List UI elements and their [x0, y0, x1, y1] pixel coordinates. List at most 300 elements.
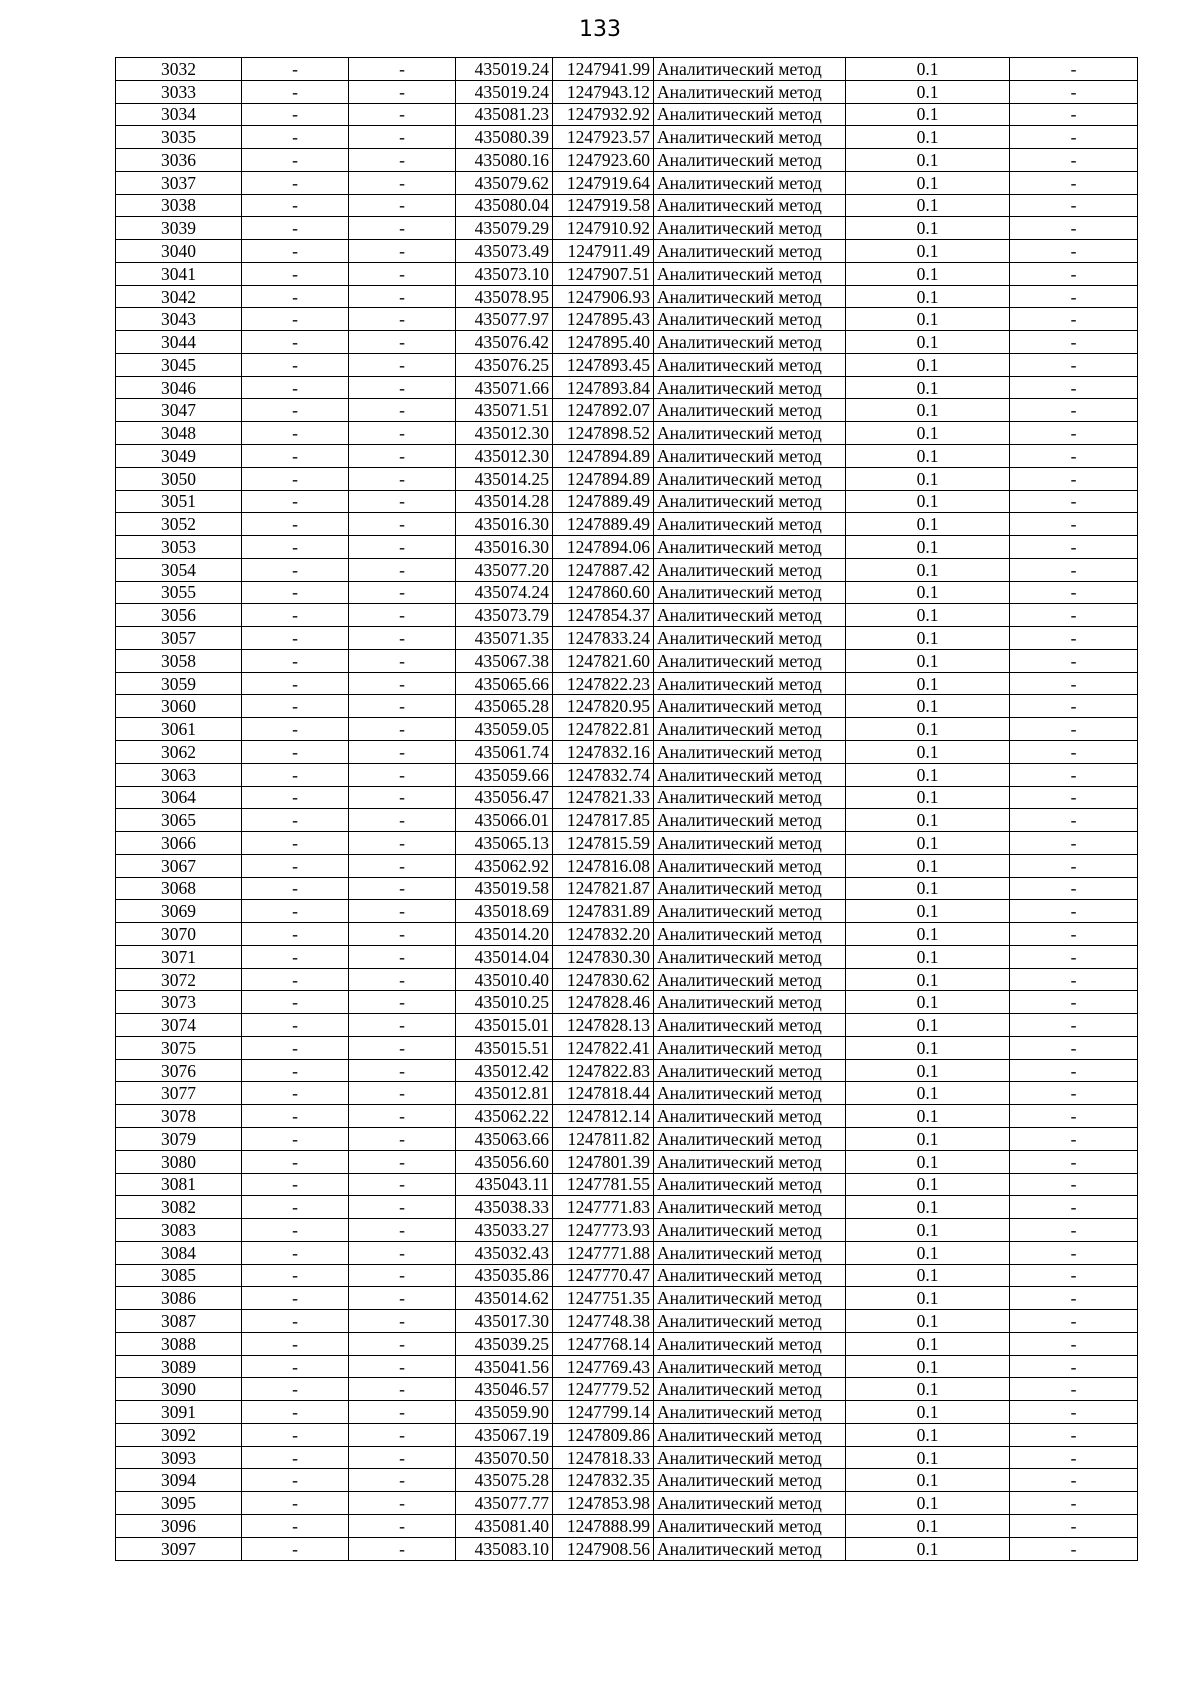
x-coordinate-cell: 435065.66 — [456, 672, 553, 695]
empty-cell-b: - — [349, 1219, 456, 1242]
point-number-cell: 3077 — [116, 1082, 242, 1105]
method-cell: Аналитический метод — [654, 763, 846, 786]
point-number-cell: 3064 — [116, 786, 242, 809]
extra-cell: - — [1010, 1127, 1138, 1150]
y-coordinate-cell: 1247821.33 — [553, 786, 654, 809]
method-cell: Аналитический метод — [654, 945, 846, 968]
page-number: 133 — [579, 17, 621, 42]
x-coordinate-cell: 435014.04 — [456, 945, 553, 968]
method-cell: Аналитический метод — [654, 240, 846, 263]
empty-cell-a: - — [242, 1310, 349, 1333]
extra-cell: - — [1010, 80, 1138, 103]
table-row — [116, 240, 1138, 263]
accuracy-cell: 0.1 — [846, 740, 1010, 763]
extra-cell: - — [1010, 695, 1138, 718]
y-coordinate-cell: 1247768.14 — [553, 1332, 654, 1355]
extra-cell: - — [1010, 1310, 1138, 1333]
accuracy-cell: 0.1 — [846, 399, 1010, 422]
y-coordinate-cell: 1247771.83 — [553, 1196, 654, 1219]
empty-cell-b: - — [349, 649, 456, 672]
extra-cell: - — [1010, 854, 1138, 877]
accuracy-cell: 0.1 — [846, 103, 1010, 126]
y-coordinate-cell: 1247801.39 — [553, 1150, 654, 1173]
table-row — [116, 1310, 1138, 1333]
method-cell: Аналитический метод — [654, 1036, 846, 1059]
y-coordinate-cell: 1247811.82 — [553, 1127, 654, 1150]
method-cell: Аналитический метод — [654, 1241, 846, 1264]
extra-cell: - — [1010, 1241, 1138, 1264]
point-number-cell: 3045 — [116, 353, 242, 376]
extra-cell: - — [1010, 331, 1138, 354]
table-row — [116, 103, 1138, 126]
extra-cell: - — [1010, 217, 1138, 240]
point-number-cell: 3070 — [116, 923, 242, 946]
table-row — [116, 331, 1138, 354]
empty-cell-a: - — [242, 1036, 349, 1059]
accuracy-cell: 0.1 — [846, 1492, 1010, 1515]
accuracy-cell: 0.1 — [846, 1196, 1010, 1219]
x-coordinate-cell: 435077.20 — [456, 558, 553, 581]
extra-cell: - — [1010, 536, 1138, 559]
method-cell: Аналитический метод — [654, 809, 846, 832]
accuracy-cell: 0.1 — [846, 1105, 1010, 1128]
empty-cell-b: - — [349, 1150, 456, 1173]
table-row — [116, 1127, 1138, 1150]
empty-cell-a: - — [242, 1264, 349, 1287]
table-row — [116, 422, 1138, 445]
accuracy-cell: 0.1 — [846, 80, 1010, 103]
accuracy-cell: 0.1 — [846, 763, 1010, 786]
x-coordinate-cell: 435066.01 — [456, 809, 553, 832]
accuracy-cell: 0.1 — [846, 900, 1010, 923]
x-coordinate-cell: 435014.62 — [456, 1287, 553, 1310]
empty-cell-a: - — [242, 672, 349, 695]
empty-cell-b: - — [349, 763, 456, 786]
table-row — [116, 718, 1138, 741]
table-row — [116, 1469, 1138, 1492]
point-number-cell: 3059 — [116, 672, 242, 695]
extra-cell: - — [1010, 445, 1138, 468]
table-row — [116, 763, 1138, 786]
point-number-cell: 3069 — [116, 900, 242, 923]
point-number-cell: 3044 — [116, 331, 242, 354]
accuracy-cell: 0.1 — [846, 171, 1010, 194]
empty-cell-b: - — [349, 1059, 456, 1082]
table-row — [116, 945, 1138, 968]
point-number-cell: 3096 — [116, 1515, 242, 1538]
empty-cell-b: - — [349, 1469, 456, 1492]
method-cell: Аналитический метод — [654, 194, 846, 217]
extra-cell: - — [1010, 672, 1138, 695]
extra-cell: - — [1010, 1173, 1138, 1196]
point-number-cell: 3057 — [116, 627, 242, 650]
empty-cell-b: - — [349, 376, 456, 399]
table-row — [116, 1173, 1138, 1196]
empty-cell-a: - — [242, 991, 349, 1014]
empty-cell-b: - — [349, 149, 456, 172]
extra-cell: - — [1010, 558, 1138, 581]
y-coordinate-cell: 1247809.86 — [553, 1423, 654, 1446]
empty-cell-a: - — [242, 604, 349, 627]
empty-cell-a: - — [242, 217, 349, 240]
extra-cell: - — [1010, 740, 1138, 763]
method-cell: Аналитический метод — [654, 1537, 846, 1560]
extra-cell: - — [1010, 627, 1138, 650]
accuracy-cell: 0.1 — [846, 1469, 1010, 1492]
method-cell: Аналитический метод — [654, 649, 846, 672]
empty-cell-b: - — [349, 285, 456, 308]
x-coordinate-cell: 435065.13 — [456, 832, 553, 855]
table-row — [116, 171, 1138, 194]
table-row — [116, 399, 1138, 422]
accuracy-cell: 0.1 — [846, 1401, 1010, 1424]
empty-cell-a: - — [242, 171, 349, 194]
empty-cell-a: - — [242, 1014, 349, 1037]
x-coordinate-cell: 435043.11 — [456, 1173, 553, 1196]
y-coordinate-cell: 1247830.62 — [553, 968, 654, 991]
accuracy-cell: 0.1 — [846, 945, 1010, 968]
accuracy-cell: 0.1 — [846, 331, 1010, 354]
empty-cell-b: - — [349, 1036, 456, 1059]
accuracy-cell: 0.1 — [846, 513, 1010, 536]
extra-cell: - — [1010, 991, 1138, 1014]
point-number-cell: 3034 — [116, 103, 242, 126]
accuracy-cell: 0.1 — [846, 1264, 1010, 1287]
accuracy-cell: 0.1 — [846, 1127, 1010, 1150]
table-row — [116, 627, 1138, 650]
y-coordinate-cell: 1247893.84 — [553, 376, 654, 399]
table-row — [116, 649, 1138, 672]
extra-cell: - — [1010, 1264, 1138, 1287]
x-coordinate-cell: 435015.01 — [456, 1014, 553, 1037]
method-cell: Аналитический метод — [654, 1082, 846, 1105]
x-coordinate-cell: 435079.29 — [456, 217, 553, 240]
extra-cell: - — [1010, 490, 1138, 513]
point-number-cell: 3061 — [116, 718, 242, 741]
x-coordinate-cell: 435071.35 — [456, 627, 553, 650]
y-coordinate-cell: 1247773.93 — [553, 1219, 654, 1242]
empty-cell-b: - — [349, 308, 456, 331]
accuracy-cell: 0.1 — [846, 308, 1010, 331]
point-number-cell: 3066 — [116, 832, 242, 855]
point-number-cell: 3058 — [116, 649, 242, 672]
empty-cell-b: - — [349, 1241, 456, 1264]
table-row — [116, 1241, 1138, 1264]
table-row — [116, 832, 1138, 855]
empty-cell-a: - — [242, 490, 349, 513]
accuracy-cell: 0.1 — [846, 285, 1010, 308]
empty-cell-a: - — [242, 763, 349, 786]
point-number-cell: 3052 — [116, 513, 242, 536]
empty-cell-b: - — [349, 422, 456, 445]
point-number-cell: 3074 — [116, 1014, 242, 1037]
point-number-cell: 3081 — [116, 1173, 242, 1196]
method-cell: Аналитический метод — [654, 467, 846, 490]
empty-cell-b: - — [349, 1401, 456, 1424]
point-number-cell: 3033 — [116, 80, 242, 103]
x-coordinate-cell: 435062.92 — [456, 854, 553, 877]
table-row — [116, 1059, 1138, 1082]
method-cell: Аналитический метод — [654, 1196, 846, 1219]
x-coordinate-cell: 435071.51 — [456, 399, 553, 422]
y-coordinate-cell: 1247822.83 — [553, 1059, 654, 1082]
extra-cell: - — [1010, 1287, 1138, 1310]
y-coordinate-cell: 1247770.47 — [553, 1264, 654, 1287]
method-cell: Аналитический метод — [654, 1332, 846, 1355]
accuracy-cell: 0.1 — [846, 58, 1010, 81]
method-cell: Аналитический метод — [654, 217, 846, 240]
x-coordinate-cell: 435035.86 — [456, 1264, 553, 1287]
point-number-cell: 3035 — [116, 126, 242, 149]
accuracy-cell: 0.1 — [846, 353, 1010, 376]
extra-cell: - — [1010, 1332, 1138, 1355]
table-row — [116, 1150, 1138, 1173]
y-coordinate-cell: 1247889.49 — [553, 513, 654, 536]
empty-cell-b: - — [349, 1264, 456, 1287]
empty-cell-b: - — [349, 194, 456, 217]
y-coordinate-cell: 1247892.07 — [553, 399, 654, 422]
y-coordinate-cell: 1247908.56 — [553, 1537, 654, 1560]
table-row — [116, 1423, 1138, 1446]
extra-cell: - — [1010, 1355, 1138, 1378]
empty-cell-b: - — [349, 1492, 456, 1515]
extra-cell: - — [1010, 900, 1138, 923]
x-coordinate-cell: 435016.30 — [456, 513, 553, 536]
empty-cell-a: - — [242, 80, 349, 103]
accuracy-cell: 0.1 — [846, 490, 1010, 513]
point-number-cell: 3046 — [116, 376, 242, 399]
empty-cell-b: - — [349, 900, 456, 923]
y-coordinate-cell: 1247910.92 — [553, 217, 654, 240]
empty-cell-b: - — [349, 262, 456, 285]
empty-cell-a: - — [242, 331, 349, 354]
method-cell: Аналитический метод — [654, 1355, 846, 1378]
y-coordinate-cell: 1247828.13 — [553, 1014, 654, 1037]
table-row — [116, 877, 1138, 900]
table-row — [116, 1537, 1138, 1560]
empty-cell-a: - — [242, 422, 349, 445]
extra-cell: - — [1010, 1150, 1138, 1173]
empty-cell-a: - — [242, 900, 349, 923]
empty-cell-a: - — [242, 1401, 349, 1424]
accuracy-cell: 0.1 — [846, 376, 1010, 399]
accuracy-cell: 0.1 — [846, 1537, 1010, 1560]
accuracy-cell: 0.1 — [846, 968, 1010, 991]
accuracy-cell: 0.1 — [846, 1287, 1010, 1310]
x-coordinate-cell: 435083.10 — [456, 1537, 553, 1560]
accuracy-cell: 0.1 — [846, 1515, 1010, 1538]
x-coordinate-cell: 435076.25 — [456, 353, 553, 376]
empty-cell-b: - — [349, 991, 456, 1014]
empty-cell-a: - — [242, 467, 349, 490]
table-row — [116, 740, 1138, 763]
accuracy-cell: 0.1 — [846, 217, 1010, 240]
empty-cell-a: - — [242, 58, 349, 81]
y-coordinate-cell: 1247821.60 — [553, 649, 654, 672]
x-coordinate-cell: 435014.20 — [456, 923, 553, 946]
method-cell: Аналитический метод — [654, 991, 846, 1014]
empty-cell-a: - — [242, 1287, 349, 1310]
table-row — [116, 536, 1138, 559]
extra-cell: - — [1010, 171, 1138, 194]
extra-cell: - — [1010, 1446, 1138, 1469]
method-cell: Аналитический метод — [654, 740, 846, 763]
x-coordinate-cell: 435014.25 — [456, 467, 553, 490]
accuracy-cell: 0.1 — [846, 672, 1010, 695]
x-coordinate-cell: 435063.66 — [456, 1127, 553, 1150]
accuracy-cell: 0.1 — [846, 558, 1010, 581]
table-row — [116, 968, 1138, 991]
method-cell: Аналитический метод — [654, 490, 846, 513]
accuracy-cell: 0.1 — [846, 1219, 1010, 1242]
y-coordinate-cell: 1247895.40 — [553, 331, 654, 354]
empty-cell-b: - — [349, 581, 456, 604]
point-number-cell: 3083 — [116, 1219, 242, 1242]
accuracy-cell: 0.1 — [846, 1332, 1010, 1355]
accuracy-cell: 0.1 — [846, 1423, 1010, 1446]
x-coordinate-cell: 435014.28 — [456, 490, 553, 513]
empty-cell-b: - — [349, 103, 456, 126]
y-coordinate-cell: 1247781.55 — [553, 1173, 654, 1196]
accuracy-cell: 0.1 — [846, 832, 1010, 855]
empty-cell-b: - — [349, 1446, 456, 1469]
accuracy-cell: 0.1 — [846, 422, 1010, 445]
y-coordinate-cell: 1247853.98 — [553, 1492, 654, 1515]
table-row — [116, 1332, 1138, 1355]
point-number-cell: 3073 — [116, 991, 242, 1014]
extra-cell: - — [1010, 422, 1138, 445]
table-row — [116, 558, 1138, 581]
accuracy-cell: 0.1 — [846, 1036, 1010, 1059]
extra-cell: - — [1010, 399, 1138, 422]
extra-cell: - — [1010, 649, 1138, 672]
x-coordinate-cell: 435012.81 — [456, 1082, 553, 1105]
method-cell: Аналитический метод — [654, 1310, 846, 1333]
x-coordinate-cell: 435080.39 — [456, 126, 553, 149]
empty-cell-b: - — [349, 126, 456, 149]
y-coordinate-cell: 1247822.41 — [553, 1036, 654, 1059]
extra-cell: - — [1010, 1196, 1138, 1219]
point-number-cell: 3075 — [116, 1036, 242, 1059]
method-cell: Аналитический метод — [654, 1014, 846, 1037]
extra-cell: - — [1010, 1036, 1138, 1059]
empty-cell-a: - — [242, 513, 349, 536]
empty-cell-a: - — [242, 1059, 349, 1082]
y-coordinate-cell: 1247832.16 — [553, 740, 654, 763]
x-coordinate-cell: 435017.30 — [456, 1310, 553, 1333]
point-number-cell: 3087 — [116, 1310, 242, 1333]
accuracy-cell: 0.1 — [846, 718, 1010, 741]
extra-cell: - — [1010, 285, 1138, 308]
empty-cell-b: - — [349, 1082, 456, 1105]
table-row — [116, 353, 1138, 376]
empty-cell-a: - — [242, 809, 349, 832]
empty-cell-b: - — [349, 1310, 456, 1333]
empty-cell-a: - — [242, 353, 349, 376]
point-number-cell: 3079 — [116, 1127, 242, 1150]
x-coordinate-cell: 435059.66 — [456, 763, 553, 786]
extra-cell: - — [1010, 103, 1138, 126]
y-coordinate-cell: 1247894.89 — [553, 467, 654, 490]
accuracy-cell: 0.1 — [846, 809, 1010, 832]
table-row — [116, 923, 1138, 946]
x-coordinate-cell: 435019.24 — [456, 58, 553, 81]
x-coordinate-cell: 435078.95 — [456, 285, 553, 308]
x-coordinate-cell: 435081.40 — [456, 1515, 553, 1538]
empty-cell-b: - — [349, 854, 456, 877]
empty-cell-b: - — [349, 1537, 456, 1560]
point-number-cell: 3063 — [116, 763, 242, 786]
empty-cell-b: - — [349, 558, 456, 581]
empty-cell-a: - — [242, 1378, 349, 1401]
empty-cell-a: - — [242, 877, 349, 900]
empty-cell-a: - — [242, 1423, 349, 1446]
table-body — [116, 58, 1138, 1561]
y-coordinate-cell: 1247893.45 — [553, 353, 654, 376]
method-cell: Аналитический метод — [654, 1515, 846, 1538]
table-row — [116, 1355, 1138, 1378]
empty-cell-b: - — [349, 1355, 456, 1378]
x-coordinate-cell: 435077.77 — [456, 1492, 553, 1515]
empty-cell-a: - — [242, 945, 349, 968]
extra-cell: - — [1010, 149, 1138, 172]
extra-cell: - — [1010, 376, 1138, 399]
empty-cell-b: - — [349, 968, 456, 991]
table-row — [116, 308, 1138, 331]
empty-cell-a: - — [242, 740, 349, 763]
y-coordinate-cell: 1247816.08 — [553, 854, 654, 877]
point-number-cell: 3067 — [116, 854, 242, 877]
table-row — [116, 1219, 1138, 1242]
table-row — [116, 217, 1138, 240]
method-cell: Аналитический метод — [654, 285, 846, 308]
y-coordinate-cell: 1247833.24 — [553, 627, 654, 650]
point-number-cell: 3065 — [116, 809, 242, 832]
y-coordinate-cell: 1247941.99 — [553, 58, 654, 81]
extra-cell: - — [1010, 1219, 1138, 1242]
method-cell: Аналитический метод — [654, 968, 846, 991]
extra-cell: - — [1010, 1423, 1138, 1446]
empty-cell-b: - — [349, 1332, 456, 1355]
point-number-cell: 3042 — [116, 285, 242, 308]
empty-cell-a: - — [242, 1105, 349, 1128]
x-coordinate-cell: 435074.24 — [456, 581, 553, 604]
empty-cell-a: - — [242, 923, 349, 946]
extra-cell: - — [1010, 786, 1138, 809]
empty-cell-a: - — [242, 1127, 349, 1150]
empty-cell-a: - — [242, 536, 349, 559]
extra-cell: - — [1010, 308, 1138, 331]
point-number-cell: 3039 — [116, 217, 242, 240]
x-coordinate-cell: 435081.23 — [456, 103, 553, 126]
point-number-cell: 3095 — [116, 1492, 242, 1515]
point-number-cell: 3062 — [116, 740, 242, 763]
y-coordinate-cell: 1247779.52 — [553, 1378, 654, 1401]
x-coordinate-cell: 435080.16 — [456, 149, 553, 172]
point-number-cell: 3037 — [116, 171, 242, 194]
point-number-cell: 3097 — [116, 1537, 242, 1560]
accuracy-cell: 0.1 — [846, 604, 1010, 627]
y-coordinate-cell: 1247830.30 — [553, 945, 654, 968]
empty-cell-b: - — [349, 1423, 456, 1446]
accuracy-cell: 0.1 — [846, 1173, 1010, 1196]
extra-cell: - — [1010, 604, 1138, 627]
empty-cell-a: - — [242, 308, 349, 331]
empty-cell-b: - — [349, 809, 456, 832]
y-coordinate-cell: 1247894.89 — [553, 445, 654, 468]
empty-cell-a: - — [242, 1469, 349, 1492]
empty-cell-a: - — [242, 445, 349, 468]
